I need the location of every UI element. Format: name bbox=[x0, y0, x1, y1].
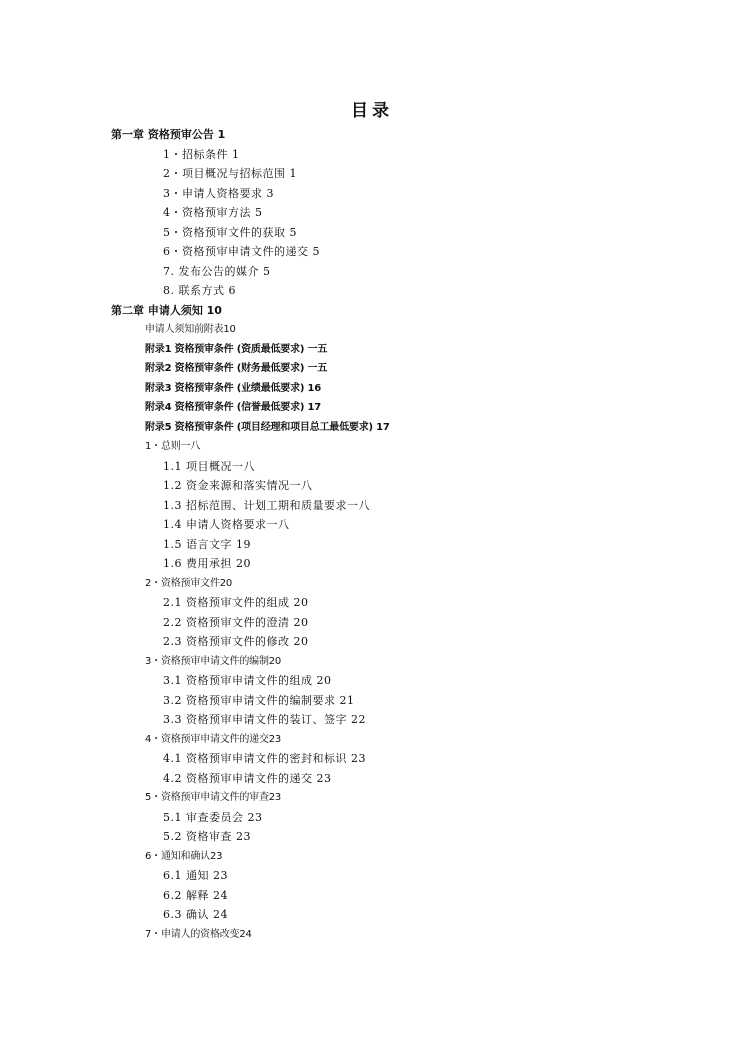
toc-entry: 1.2 资金来源和落实情况一八 bbox=[163, 479, 313, 492]
toc-entry: 6.1 通知 23 bbox=[163, 869, 228, 882]
toc-entry: 4.2 资格预审申请文件的递交 23 bbox=[163, 771, 332, 785]
toc-entry: 3・申请人资格要求 3 bbox=[163, 186, 274, 200]
toc-entry: 附录5 资格预审条件 (项目经理和项目总工最低要求) 17 bbox=[145, 421, 390, 433]
toc-entry: 3.1 资格预审申请文件的组成 20 bbox=[163, 674, 332, 687]
toc-entry: 7. 发布公告的媒介 5 bbox=[163, 264, 271, 278]
toc-entry: 4.1 资格预审申请文件的密封和标识 23 bbox=[163, 752, 366, 765]
toc-chapter: 第一章 资格预审公告 1 bbox=[111, 128, 226, 141]
toc-entry: 5・资格预审申请文件的审查23 bbox=[145, 792, 282, 803]
toc-entry: 1.6 费用承担 20 bbox=[163, 557, 251, 570]
toc-entry: 8. 联系方式 6 bbox=[163, 284, 236, 297]
toc-entry: 附录1 资格预审条件 (资质最低要求) 一五 bbox=[145, 343, 328, 355]
toc-entry: 6.3 确认 24 bbox=[163, 908, 228, 921]
toc-entry: 3.2 资格预审申请文件的编制要求 21 bbox=[163, 693, 355, 707]
toc-entry: 6.2 解释 24 bbox=[163, 888, 228, 902]
toc-entry: 1・招标条件 1 bbox=[163, 147, 240, 161]
page-title: 目录 bbox=[351, 101, 393, 121]
toc-entry: 5.1 审查委员会 23 bbox=[163, 810, 263, 824]
toc-entry: 2.2 资格预审文件的澄清 20 bbox=[163, 615, 309, 629]
toc-entry: 1.3 招标范围、计划工期和质量要求一八 bbox=[163, 498, 370, 512]
toc-entry: 申请人须知前附表10 bbox=[145, 324, 236, 335]
toc-entry: 3.3 资格预审申请文件的装订、签字 22 bbox=[163, 713, 366, 726]
toc-entry: 5・资格预审文件的获取 5 bbox=[163, 225, 297, 239]
toc-entry: 1.4 申请人资格要求一八 bbox=[163, 518, 290, 531]
toc-entry: 6・资格预审申请文件的递交 5 bbox=[163, 245, 320, 258]
toc-entry: 2・资格预审文件20 bbox=[145, 577, 233, 589]
toc-entry: 1.1 项目概况一八 bbox=[163, 459, 255, 473]
toc-entry: 2.3 资格预审文件的修改 20 bbox=[163, 635, 309, 648]
toc-entry: 1.5 语言文字 19 bbox=[163, 537, 251, 551]
toc-entry: 5.2 资格审查 23 bbox=[163, 830, 251, 843]
toc-entry: 4・资格预审方法 5 bbox=[163, 206, 263, 219]
toc-entry: 6・通知和确认23 bbox=[145, 850, 223, 862]
toc-entry: 2.1 资格预审文件的组成 20 bbox=[163, 596, 309, 609]
toc-entry: 1・总则一八 bbox=[145, 441, 201, 452]
toc-entry: 7・申请人的资格改变24 bbox=[145, 928, 252, 940]
toc-entry: 附录2 资格预审条件 (财务最低要求) 一五 bbox=[145, 363, 328, 374]
toc-chapter: 第二章 申请人须知 10 bbox=[111, 303, 222, 317]
toc-entry: 3・资格预审申请文件的编制20 bbox=[145, 655, 282, 667]
toc-entry: 附录4 资格预审条件 (信誉最低要求) 17 bbox=[145, 402, 322, 413]
toc-entry: 附录3 资格预审条件 (业绩最低要求) 16 bbox=[145, 382, 322, 394]
toc-entry: 2・项目概况与招标范围 1 bbox=[163, 167, 297, 180]
toc-entry: 4・资格预审申请文件的递交23 bbox=[145, 733, 282, 745]
